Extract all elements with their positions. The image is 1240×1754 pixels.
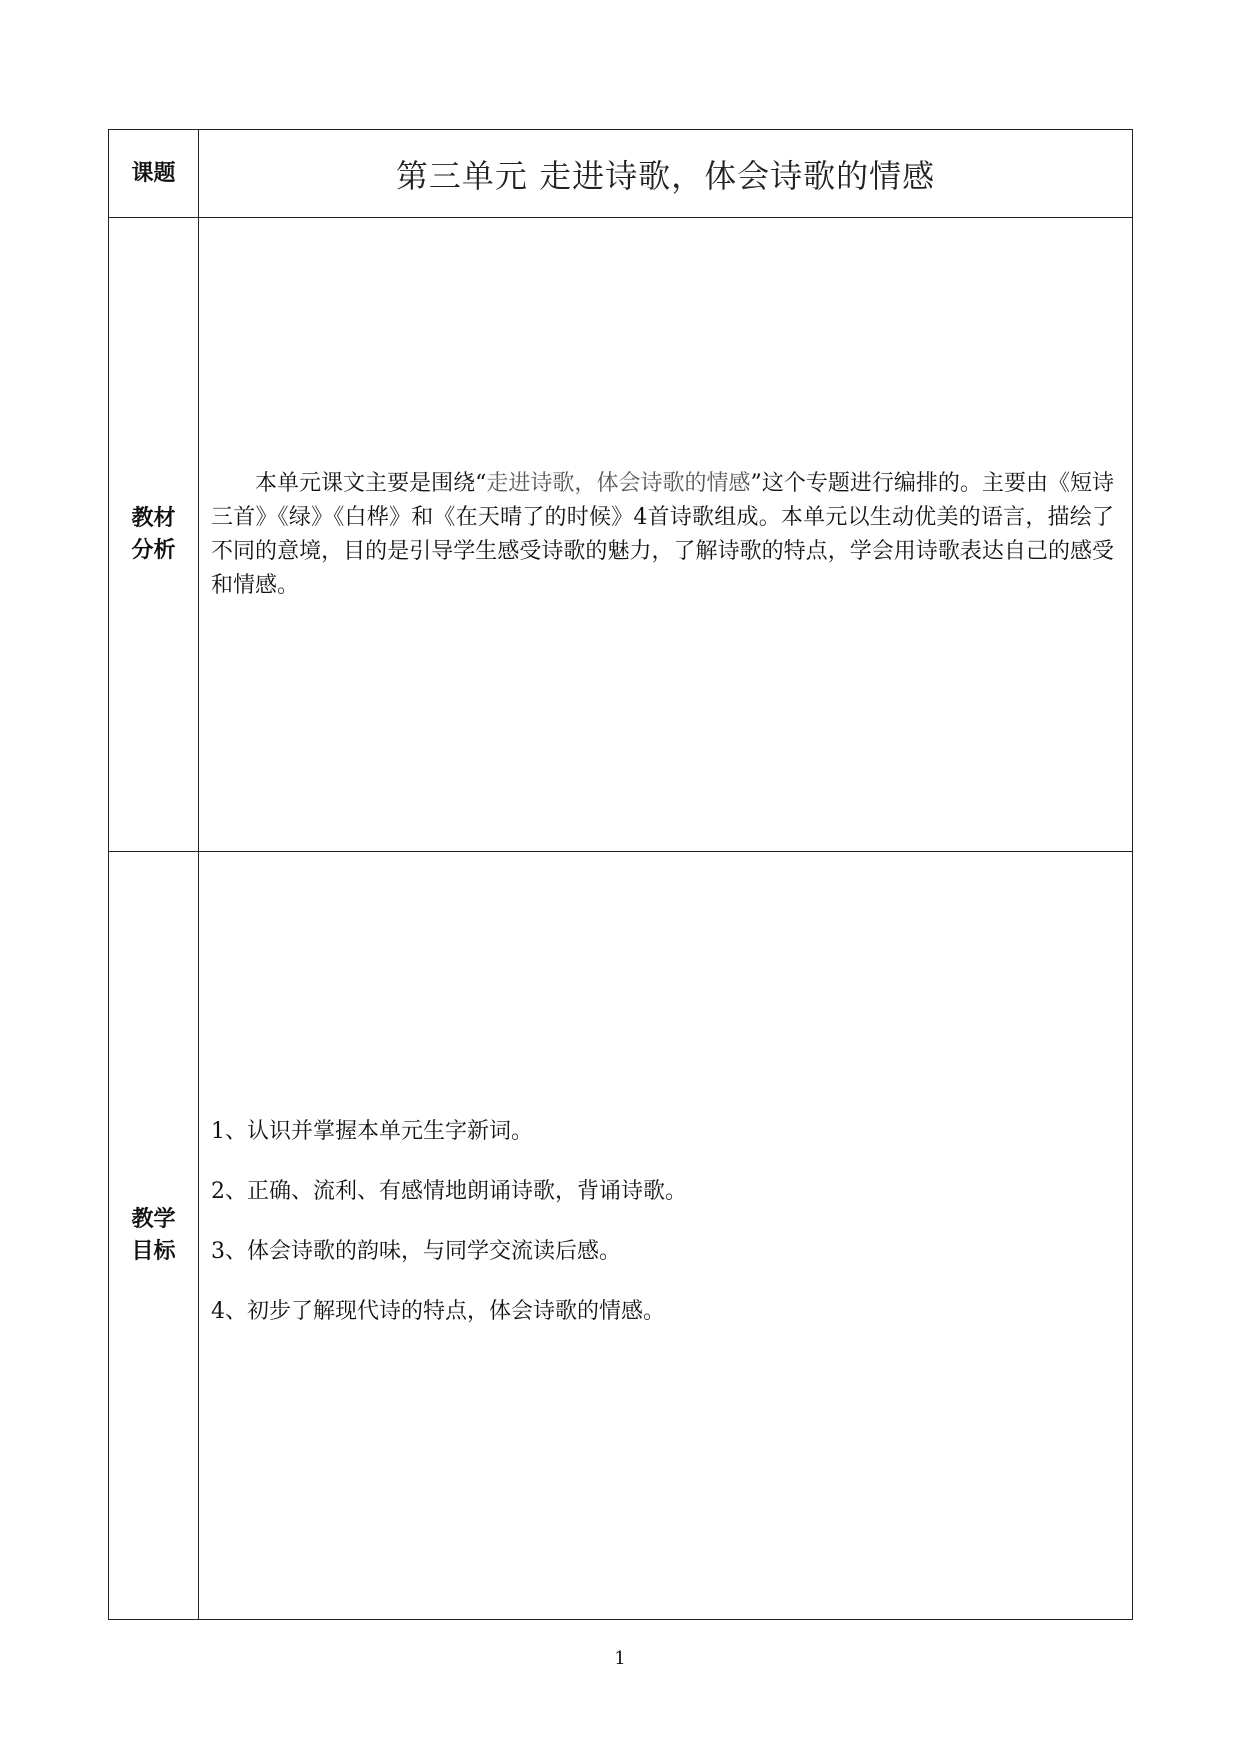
goals-label-cell: [109, 852, 199, 1620]
analysis-label-cell: [109, 218, 199, 852]
analysis-content-cell: [199, 218, 1133, 852]
analysis-label-line2: 分析: [131, 537, 176, 563]
analysis-label-line1: 教材: [131, 505, 176, 531]
goals-label-line1: 教学: [131, 1206, 176, 1232]
page-number: 1: [614, 1648, 626, 1669]
goal-item: 2、正确、流利、有感情地朗诵诗歌，背诵诗歌。: [211, 1178, 687, 1204]
goal-item: 3、体会诗歌的韵味，与同学交流读后感。: [211, 1238, 621, 1264]
goal-item: 4、初步了解现代诗的特点，体会诗歌的情感。: [211, 1298, 665, 1324]
goal-list: [211, 1116, 1114, 1328]
lesson-plan-table: [108, 129, 1133, 1620]
title-label-cell: [109, 130, 199, 218]
title-row: [109, 130, 1133, 218]
goals-content-cell: [199, 852, 1133, 1620]
analysis-paragraph: [211, 467, 1114, 603]
goals-label-line2: 目标: [131, 1238, 176, 1264]
analysis-text-part1: 本单元课文主要是围绕“: [255, 470, 487, 496]
analysis-text-part2: ”这个专题进行编排的。主要由《短诗三首》《绿》《白桦》和《在天晴了的时候》4首诗歌组成。本单元以生动优美的语言，描绘了不同的意境，目的是引导学生感受诗歌的魅力，了解诗歌的特点，学会用诗歌表达自己的感受和情感。: [211, 470, 1114, 598]
analysis-text-highlight: 走进诗歌，体会诗歌的情感: [486, 470, 751, 496]
lesson-title: 第三单元 走进诗歌，体会诗歌的情感: [395, 156, 936, 195]
goals-row: [109, 852, 1133, 1620]
title-label: 课题: [131, 160, 176, 186]
title-value-cell: [199, 130, 1133, 218]
analysis-row: [109, 218, 1133, 852]
goal-item: 1、认识并掌握本单元生字新词。: [211, 1118, 533, 1144]
